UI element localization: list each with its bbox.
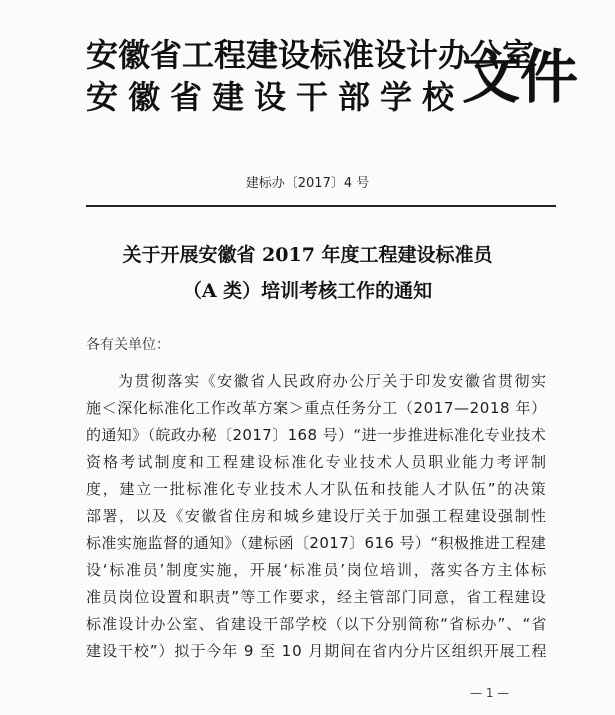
document-number: 建标办〔2017〕4 号 — [245, 176, 370, 191]
title-line-1: 关于开展安徽省 2017 年度工程建设标准员 — [122, 244, 493, 266]
page-number: — 1 — — [470, 686, 510, 700]
issuer-line-2: 安徽省建设干部学校 — [86, 78, 465, 116]
body-line: 资格考试制度和工程建设标准化专业技术人员职业能力考评制 — [86, 453, 549, 471]
body-line: 设‘标准员’制度实施，开展‘标准员’岗位培训，落实各方主体标 — [86, 561, 548, 579]
body-line: 标准实施监督的通知》（建标函〔2017〕616 号）“积极推进工程建 — [86, 534, 547, 552]
document-word: 文件 — [462, 43, 579, 111]
body-line: 准员岗位设置和职责”等工作要求，经主管部门同意，省工程建设 — [86, 588, 547, 606]
issuer-line-1: 安徽省工程建设标准设计办公室 — [86, 36, 535, 74]
salutation: 各有关单位： — [86, 337, 170, 353]
body-line: 施＜深化标准化工作改革方案＞重点任务分工（2017—2018 年） — [86, 399, 547, 417]
body-line: 为贯彻落实《安徽省人民政府办公厅关于印发安徽省贯彻实 — [118, 372, 548, 390]
header-rule — [86, 205, 556, 207]
body-line: 的通知》（皖政办秘〔2017〕168 号）“进一步推进标准化专业技术 — [86, 426, 547, 444]
title-line-2: （A 类）培训考核工作的通知 — [182, 280, 433, 302]
body-line: 标准设计办公室、省建设干部学校（以下分别简称“省标办”、“省 — [86, 615, 548, 633]
body-line: 部署，以及《安徽省住房和城乡建设厅关于加强工程建设强制性 — [86, 507, 548, 525]
body-line: 建设干校”）拟于今年 9 至 10 月期间在省内分片区组织开展工程 — [86, 642, 548, 660]
body-line: 度，建立一批标准化专业技术人才队伍和技能人才队伍”的决策 — [86, 480, 548, 498]
